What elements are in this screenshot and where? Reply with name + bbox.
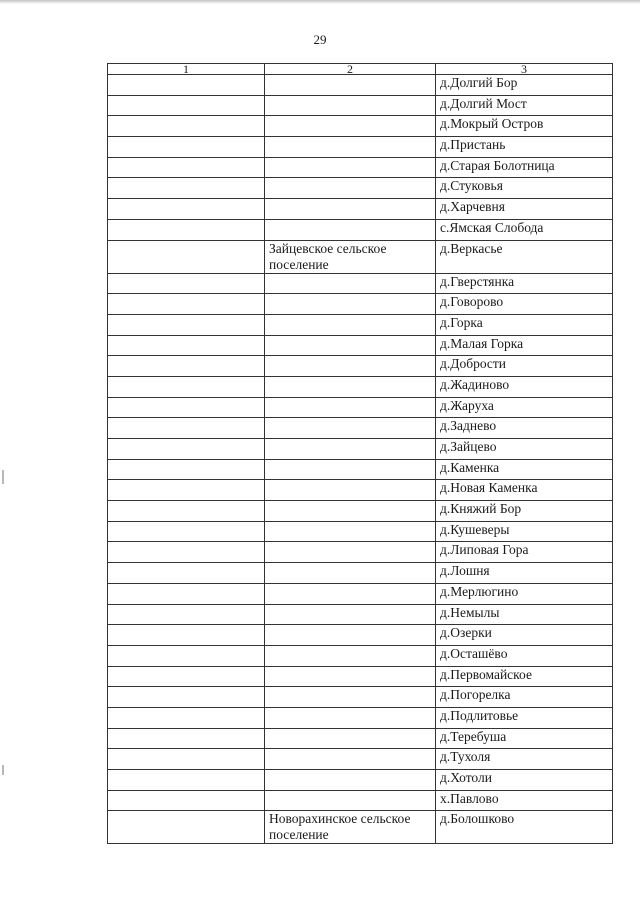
column-header-3: 3 [436,64,613,75]
cell-2 [265,480,436,501]
table-row [108,707,613,728]
settlements-table [107,63,613,844]
cell-1 [108,583,265,604]
table-row [108,563,613,584]
cell-3: д.Гверстянка [436,273,613,294]
cell-2 [265,273,436,294]
cell-3: д.Подлитовье [436,707,613,728]
cell-2 [265,707,436,728]
cell-2 [265,137,436,158]
cell-2 [265,521,436,542]
cell-2 [265,604,436,625]
cell-3: д.Жадиново [436,376,613,397]
cell-1 [108,273,265,294]
table-row [108,314,613,335]
page-number: 29 [313,32,327,47]
table-row [108,219,613,240]
cell-3: д.Долгий Бор [436,75,613,96]
cell-3: с.Ямская Слобода [436,219,613,240]
cell-2 [265,219,436,240]
cell-2: Зайцевское сельское поселение [265,240,436,273]
cell-3: д.Заднево [436,418,613,439]
table-row [108,418,613,439]
cell-3: д.Говорово [436,294,613,315]
cell-3: д.Первомайское [436,666,613,687]
cell-3: д.Осташёво [436,645,613,666]
cell-1 [108,666,265,687]
cell-2 [265,790,436,811]
cell-2 [265,625,436,646]
table-row [108,521,613,542]
cell-1 [108,790,265,811]
cell-2 [265,749,436,770]
cell-2 [265,418,436,439]
cell-2 [265,501,436,522]
cell-1 [108,480,265,501]
cell-2 [265,376,436,397]
cell-3: д.Старая Болотница [436,157,613,178]
cell-3: д.Тухоля [436,749,613,770]
cell-1 [108,542,265,563]
cell-1 [108,563,265,584]
table-row [108,95,613,116]
cell-1 [108,459,265,480]
cell-1 [108,178,265,199]
cell-3: д.Пристань [436,137,613,158]
cell-1 [108,240,265,273]
cell-3: д.Зайцево [436,439,613,460]
cell-3: д.Мокрый Остров [436,116,613,137]
cell-3: д.Озерки [436,625,613,646]
table-row [108,501,613,522]
cell-2 [265,666,436,687]
cell-1 [108,501,265,522]
table-row [108,376,613,397]
table-row [108,749,613,770]
table-row [108,157,613,178]
cell-2 [265,199,436,220]
table-row [108,790,613,811]
cell-2 [265,397,436,418]
table-row [108,356,613,377]
cell-1 [108,137,265,158]
cell-1 [108,335,265,356]
cell-1 [108,199,265,220]
cell-3: д.Новая Каменка [436,480,613,501]
cell-2 [265,563,436,584]
cell-3: д.Болошково [436,811,613,844]
cell-1 [108,707,265,728]
table-row [108,625,613,646]
cell-3: д.Погорелка [436,687,613,708]
cell-1 [108,604,265,625]
cell-2 [265,542,436,563]
cell-3: д.Долгий Мост [436,95,613,116]
cell-1 [108,294,265,315]
cell-3: д.Малая Горка [436,335,613,356]
cell-3: д.Липовая Гора [436,542,613,563]
cell-2 [265,728,436,749]
cell-2: Новорахинское сельское поселение [265,811,436,844]
cell-1 [108,397,265,418]
cell-1 [108,356,265,377]
cell-1 [108,625,265,646]
cell-1 [108,728,265,749]
cell-2 [265,645,436,666]
table-row [108,645,613,666]
column-header-2: 2 [265,64,436,75]
table-row [108,542,613,563]
cell-2 [265,335,436,356]
cell-1 [108,418,265,439]
cell-1 [108,439,265,460]
cell-3: д.Мерлюгино [436,583,613,604]
cell-2 [265,75,436,96]
table-row [108,480,613,501]
table-row [108,770,613,791]
cell-1 [108,95,265,116]
table-row [108,199,613,220]
scan-top-edge [0,0,640,4]
scan-margin-mark [2,470,4,484]
cell-1 [108,770,265,791]
column-header-1: 1 [108,64,265,75]
cell-2 [265,294,436,315]
cell-1 [108,645,265,666]
table-row [108,273,613,294]
cell-3: д.Стуковья [436,178,613,199]
cell-3: д.Горка [436,314,613,335]
cell-2 [265,314,436,335]
cell-2 [265,459,436,480]
cell-1 [108,749,265,770]
scan-margin-mark [2,765,4,775]
table-row [108,439,613,460]
cell-1 [108,687,265,708]
table-row [108,397,613,418]
table-row [108,728,613,749]
cell-3: д.Кушеверы [436,521,613,542]
table-header-row [108,64,613,75]
cell-2 [265,157,436,178]
cell-3: д.Лошня [436,563,613,584]
cell-3: д.Жаруха [436,397,613,418]
cell-2 [265,687,436,708]
table-row [108,666,613,687]
cell-3: д.Каменка [436,459,613,480]
cell-2 [265,439,436,460]
table-row [108,116,613,137]
cell-1 [108,376,265,397]
cell-3: д.Княжий Бор [436,501,613,522]
table-row [108,459,613,480]
cell-2 [265,116,436,137]
cell-1 [108,314,265,335]
cell-1 [108,157,265,178]
cell-2 [265,583,436,604]
cell-2 [265,770,436,791]
cell-3: д.Хотоли [436,770,613,791]
table-row [108,811,613,844]
table-row [108,335,613,356]
table-row [108,583,613,604]
cell-2 [265,178,436,199]
cell-3: х.Павлово [436,790,613,811]
cell-2 [265,356,436,377]
table-row [108,294,613,315]
cell-1 [108,811,265,844]
table-row [108,75,613,96]
table-row [108,240,613,273]
cell-3: д.Добрости [436,356,613,377]
cell-1 [108,116,265,137]
cell-2 [265,95,436,116]
cell-3: д.Веркасье [436,240,613,273]
table-row [108,687,613,708]
cell-3: д.Харчевня [436,199,613,220]
cell-1 [108,521,265,542]
table-row [108,604,613,625]
table-row [108,178,613,199]
table-body [108,75,613,844]
cell-1 [108,219,265,240]
cell-3: д.Немылы [436,604,613,625]
cell-1 [108,75,265,96]
cell-3: д.Теребуша [436,728,613,749]
table-row [108,137,613,158]
